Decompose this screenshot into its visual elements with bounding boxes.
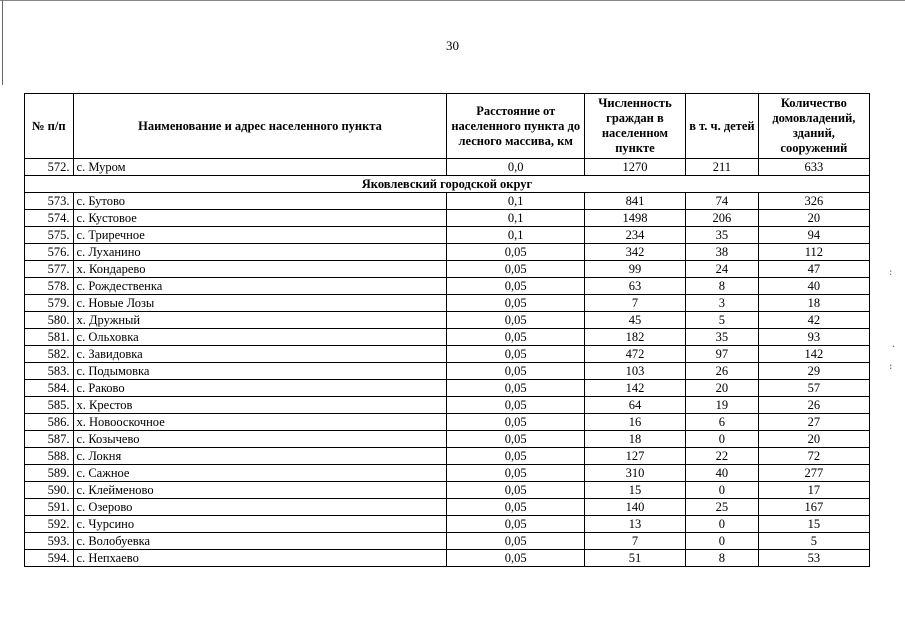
cell-name: х. Дружный	[73, 312, 447, 329]
table-row	[25, 533, 870, 550]
cell-distance: 0,05	[447, 261, 584, 278]
cell-name: с. Непхаево	[73, 550, 447, 567]
header-name: Наименование и адрес населенного пункта	[73, 94, 447, 159]
cell-children: 24	[686, 261, 759, 278]
cell-population: 841	[584, 193, 685, 210]
cell-population: 103	[584, 363, 685, 380]
cell-population: 127	[584, 448, 685, 465]
cell-population: 142	[584, 380, 685, 397]
scan-speck: :	[888, 268, 894, 278]
cell-population: 16	[584, 414, 685, 431]
cell-num: 579.	[25, 295, 74, 312]
cell-population: 1270	[584, 159, 685, 176]
cell-name: с. Бутово	[73, 193, 447, 210]
table-row	[25, 329, 870, 346]
cell-distance: 0,05	[447, 346, 584, 363]
cell-population: 63	[584, 278, 685, 295]
cell-name: с. Козычево	[73, 431, 447, 448]
cell-distance: 0,05	[447, 244, 584, 261]
cell-name: с. Кустовое	[73, 210, 447, 227]
cell-children: 8	[686, 278, 759, 295]
cell-num: 585.	[25, 397, 74, 414]
table-row	[25, 346, 870, 363]
cell-name: с. Ольховка	[73, 329, 447, 346]
header-num: № п/п	[25, 94, 74, 159]
cell-buildings: 18	[758, 295, 869, 312]
cell-num: 575.	[25, 227, 74, 244]
cell-distance: 0,05	[447, 397, 584, 414]
cell-population: 64	[584, 397, 685, 414]
cell-name: с. Луханино	[73, 244, 447, 261]
cell-num: 594.	[25, 550, 74, 567]
table-header-row	[25, 94, 870, 159]
cell-children: 0	[686, 431, 759, 448]
cell-buildings: 167	[758, 499, 869, 516]
cell-buildings: 20	[758, 210, 869, 227]
table-row	[25, 193, 870, 210]
cell-children: 38	[686, 244, 759, 261]
cell-num: 574.	[25, 210, 74, 227]
cell-children: 19	[686, 397, 759, 414]
cell-num: 586.	[25, 414, 74, 431]
cell-buildings: 142	[758, 346, 869, 363]
cell-num: 584.	[25, 380, 74, 397]
cell-buildings: 57	[758, 380, 869, 397]
cell-children: 0	[686, 482, 759, 499]
cell-name: х. Новооскочное	[73, 414, 447, 431]
table-row	[25, 499, 870, 516]
cell-children: 3	[686, 295, 759, 312]
header-buildings: Количество домовладений, зданий, сооружений	[758, 94, 869, 159]
cell-buildings: 27	[758, 414, 869, 431]
cell-name: с. Раково	[73, 380, 447, 397]
cell-distance: 0,1	[447, 227, 584, 244]
cell-distance: 0,05	[447, 431, 584, 448]
cell-name: х. Крестов	[73, 397, 447, 414]
cell-children: 26	[686, 363, 759, 380]
page-number: 30	[446, 38, 459, 53]
cell-distance: 0,1	[447, 210, 584, 227]
cell-children: 40	[686, 465, 759, 482]
section-row	[25, 176, 870, 193]
table-row	[25, 397, 870, 414]
cell-children: 0	[686, 516, 759, 533]
cell-name: с. Рождественка	[73, 278, 447, 295]
cell-name: с. Завидовка	[73, 346, 447, 363]
cell-population: 310	[584, 465, 685, 482]
scan-speck: .	[891, 340, 897, 350]
cell-name: х. Кондарево	[73, 261, 447, 278]
cell-num: 583.	[25, 363, 74, 380]
table-row	[25, 448, 870, 465]
table-row	[25, 312, 870, 329]
cell-children: 8	[686, 550, 759, 567]
cell-children: 206	[686, 210, 759, 227]
header-children: в т. ч. детей	[686, 94, 759, 159]
scan-speck: :	[888, 362, 894, 372]
cell-num: 581.	[25, 329, 74, 346]
cell-buildings: 15	[758, 516, 869, 533]
cell-children: 35	[686, 329, 759, 346]
cell-buildings: 93	[758, 329, 869, 346]
page-top-border	[0, 0, 905, 1]
cell-population: 18	[584, 431, 685, 448]
cell-num: 587.	[25, 431, 74, 448]
cell-population: 140	[584, 499, 685, 516]
cell-num: 588.	[25, 448, 74, 465]
section-title: Яковлевский городской округ	[25, 176, 870, 193]
cell-buildings: 47	[758, 261, 869, 278]
cell-distance: 0,05	[447, 516, 584, 533]
cell-children: 35	[686, 227, 759, 244]
table-row	[25, 295, 870, 312]
cell-num: 577.	[25, 261, 74, 278]
table-row	[25, 244, 870, 261]
cell-num: 590.	[25, 482, 74, 499]
cell-children: 74	[686, 193, 759, 210]
cell-num: 593.	[25, 533, 74, 550]
cell-buildings: 326	[758, 193, 869, 210]
cell-children: 22	[686, 448, 759, 465]
cell-name: с. Новые Лозы	[73, 295, 447, 312]
cell-name: с. Клейменово	[73, 482, 447, 499]
table-row	[25, 210, 870, 227]
cell-population: 7	[584, 533, 685, 550]
cell-distance: 0,05	[447, 295, 584, 312]
table-row	[25, 261, 870, 278]
header-population: Численность граждан в населенном пункте	[584, 94, 685, 159]
cell-name: с. Подымовка	[73, 363, 447, 380]
cell-num: 591.	[25, 499, 74, 516]
table-row	[25, 159, 870, 176]
cell-children: 0	[686, 533, 759, 550]
header-distance: Расстояние от населенного пункта до лесного массива, км	[447, 94, 584, 159]
cell-name: с. Чурсино	[73, 516, 447, 533]
cell-name: с. Озерово	[73, 499, 447, 516]
cell-name: с. Муром	[73, 159, 447, 176]
table-row	[25, 414, 870, 431]
cell-num: 592.	[25, 516, 74, 533]
cell-children: 97	[686, 346, 759, 363]
cell-distance: 0,0	[447, 159, 584, 176]
cell-children: 5	[686, 312, 759, 329]
cell-distance: 0,05	[447, 380, 584, 397]
cell-children: 25	[686, 499, 759, 516]
table-row	[25, 227, 870, 244]
table-row	[25, 363, 870, 380]
cell-distance: 0,05	[447, 465, 584, 482]
cell-distance: 0,05	[447, 482, 584, 499]
cell-population: 182	[584, 329, 685, 346]
cell-population: 51	[584, 550, 685, 567]
cell-buildings: 17	[758, 482, 869, 499]
cell-children: 211	[686, 159, 759, 176]
cell-num: 582.	[25, 346, 74, 363]
cell-buildings: 72	[758, 448, 869, 465]
cell-distance: 0,05	[447, 533, 584, 550]
cell-distance: 0,05	[447, 278, 584, 295]
cell-num: 573.	[25, 193, 74, 210]
table-row	[25, 516, 870, 533]
cell-distance: 0,05	[447, 312, 584, 329]
cell-name: с. Волобуевка	[73, 533, 447, 550]
cell-distance: 0,05	[447, 363, 584, 380]
cell-buildings: 40	[758, 278, 869, 295]
cell-children: 20	[686, 380, 759, 397]
table-row	[25, 431, 870, 448]
cell-name: с. Триречное	[73, 227, 447, 244]
cell-distance: 0,1	[447, 193, 584, 210]
cell-buildings: 112	[758, 244, 869, 261]
cell-buildings: 94	[758, 227, 869, 244]
cell-population: 13	[584, 516, 685, 533]
cell-distance: 0,05	[447, 448, 584, 465]
cell-num: 572.	[25, 159, 74, 176]
cell-buildings: 26	[758, 397, 869, 414]
cell-population: 472	[584, 346, 685, 363]
cell-num: 580.	[25, 312, 74, 329]
cell-population: 7	[584, 295, 685, 312]
table-row	[25, 380, 870, 397]
table-row	[25, 465, 870, 482]
cell-children: 6	[686, 414, 759, 431]
cell-name: с. Локня	[73, 448, 447, 465]
table-row	[25, 278, 870, 295]
cell-population: 234	[584, 227, 685, 244]
cell-distance: 0,05	[447, 550, 584, 567]
cell-population: 1498	[584, 210, 685, 227]
cell-buildings: 53	[758, 550, 869, 567]
cell-buildings: 277	[758, 465, 869, 482]
cell-num: 578.	[25, 278, 74, 295]
cell-buildings: 42	[758, 312, 869, 329]
cell-distance: 0,05	[447, 329, 584, 346]
cell-distance: 0,05	[447, 499, 584, 516]
cell-population: 99	[584, 261, 685, 278]
settlements-table	[24, 93, 870, 567]
cell-buildings: 633	[758, 159, 869, 176]
table-row	[25, 482, 870, 499]
cell-num: 576.	[25, 244, 74, 261]
table-row	[25, 550, 870, 567]
cell-buildings: 20	[758, 431, 869, 448]
cell-buildings: 5	[758, 533, 869, 550]
cell-distance: 0,05	[447, 414, 584, 431]
cell-population: 15	[584, 482, 685, 499]
cell-buildings: 29	[758, 363, 869, 380]
cell-population: 342	[584, 244, 685, 261]
cell-num: 589.	[25, 465, 74, 482]
cell-name: с. Сажное	[73, 465, 447, 482]
cell-population: 45	[584, 312, 685, 329]
